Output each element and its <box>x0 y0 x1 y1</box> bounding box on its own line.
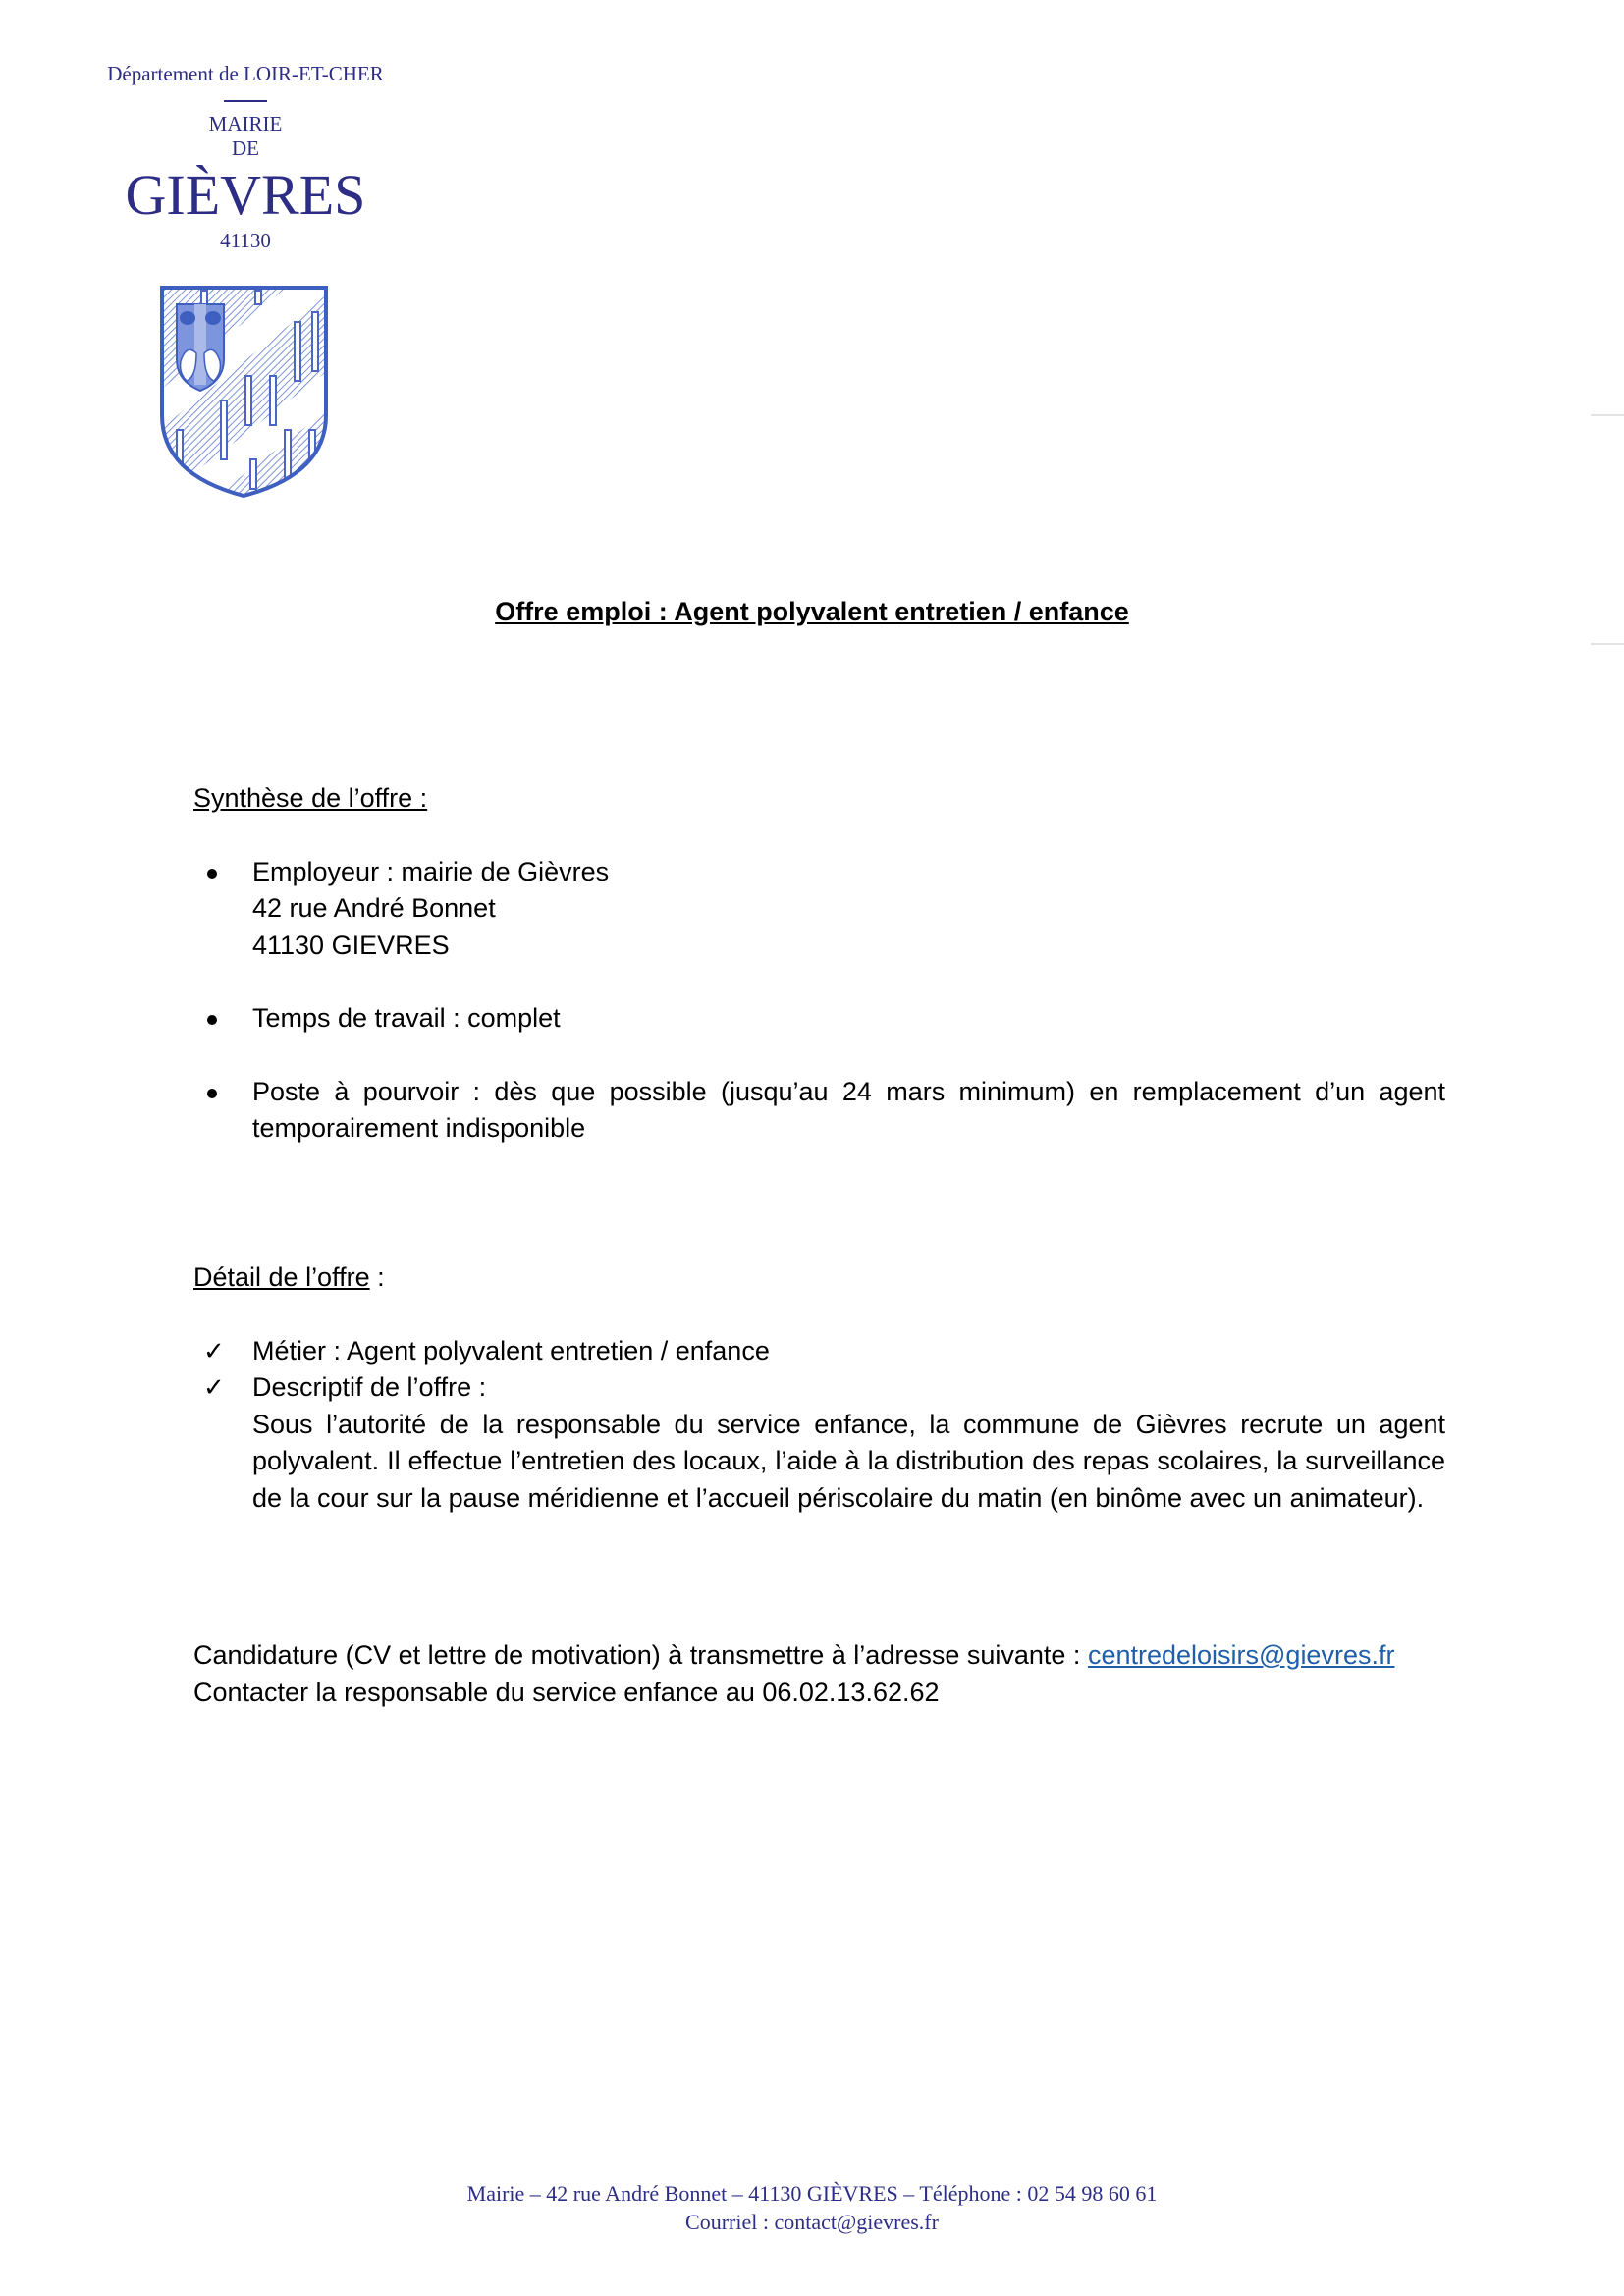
detail-heading <box>193 1259 1445 1297</box>
checkmark-icon: ✓ <box>203 1335 225 1365</box>
position-text: Poste à pourvoir : dès que possible (jusqu’au 24 mars minimum) en remplacement d’un agent temporairement indisponible <box>252 1076 1445 1143</box>
working-time-line: Temps de travail : complet <box>252 1003 561 1033</box>
list-item-employer <box>193 854 1445 965</box>
coat-of-arms-icon <box>157 283 334 499</box>
synthese-heading: Synthèse de l’offre : <box>193 783 428 813</box>
employer-city-line: 41130 GIEVRES <box>252 930 450 960</box>
margin-mark <box>1591 414 1624 416</box>
detail-section <box>193 1259 1445 1517</box>
bullet-icon <box>207 1015 217 1025</box>
checkmark-icon: ✓ <box>203 1372 225 1402</box>
document-title: Offre emploi : Agent polyvalent entretien / enfance <box>495 597 1129 626</box>
bullet-icon <box>207 869 217 879</box>
letterhead-divider <box>224 100 267 102</box>
application-email-link[interactable]: centredeloisirs@gievres.fr <box>1087 1640 1395 1670</box>
application-text: Candidature (CV et lettre de motivation) à transmettre à l’adresse suivante : <box>193 1640 1088 1670</box>
application-section <box>193 1637 1445 1711</box>
description-text: Sous l’autorité de la responsable du service enfance, la commune de Gièvres recrute un agent polyvalent. Il effectue l’entretien des locaux, l’aide à la distribution des repas scolaires, la surveillance de la cour sur la pause méridienne et l’accueil périscolaire du matin (en binôme avec un animateur). <box>252 1409 1445 1513</box>
employer-address-line: 42 rue André Bonnet <box>252 893 496 923</box>
contact-phone-text: Contacter la responsable du service enfance au 06.02.13.62.62 <box>193 1677 940 1707</box>
margin-mark <box>1591 643 1624 645</box>
footer-email: Courriel : contact@gievres.fr <box>685 2210 939 2234</box>
department-name: Département de LOIR-ET-CHER <box>107 62 384 85</box>
description-label: Descriptif de l’offre : <box>252 1372 487 1402</box>
bullet-icon <box>207 1089 217 1098</box>
postcode: 41130 <box>220 229 271 252</box>
page-footer <box>0 2179 1624 2236</box>
list-item-position <box>193 1074 1445 1148</box>
synthese-section <box>193 780 1445 1148</box>
application-line <box>193 1637 1445 1675</box>
employer-line: Employeur : mairie de Gièvres <box>252 856 610 886</box>
job-text: Métier : Agent polyvalent entretien / enfance <box>252 1335 770 1365</box>
de-label: DE <box>232 136 259 160</box>
list-item-description <box>193 1369 1445 1517</box>
detail-heading-suffix: : <box>369 1262 385 1292</box>
footer-address: Mairie – 42 rue André Bonnet – 41130 GIÈVRES – Téléphone : 02 54 98 60 61 <box>466 2181 1158 2206</box>
town-name: GIÈVRES <box>125 163 366 227</box>
detail-heading-text: Détail de l’offre <box>193 1262 370 1292</box>
letterhead <box>79 61 412 253</box>
list-item-job <box>193 1333 1445 1370</box>
list-item-working-time <box>193 1000 1445 1038</box>
mairie-label: MAIRIE <box>208 112 283 135</box>
